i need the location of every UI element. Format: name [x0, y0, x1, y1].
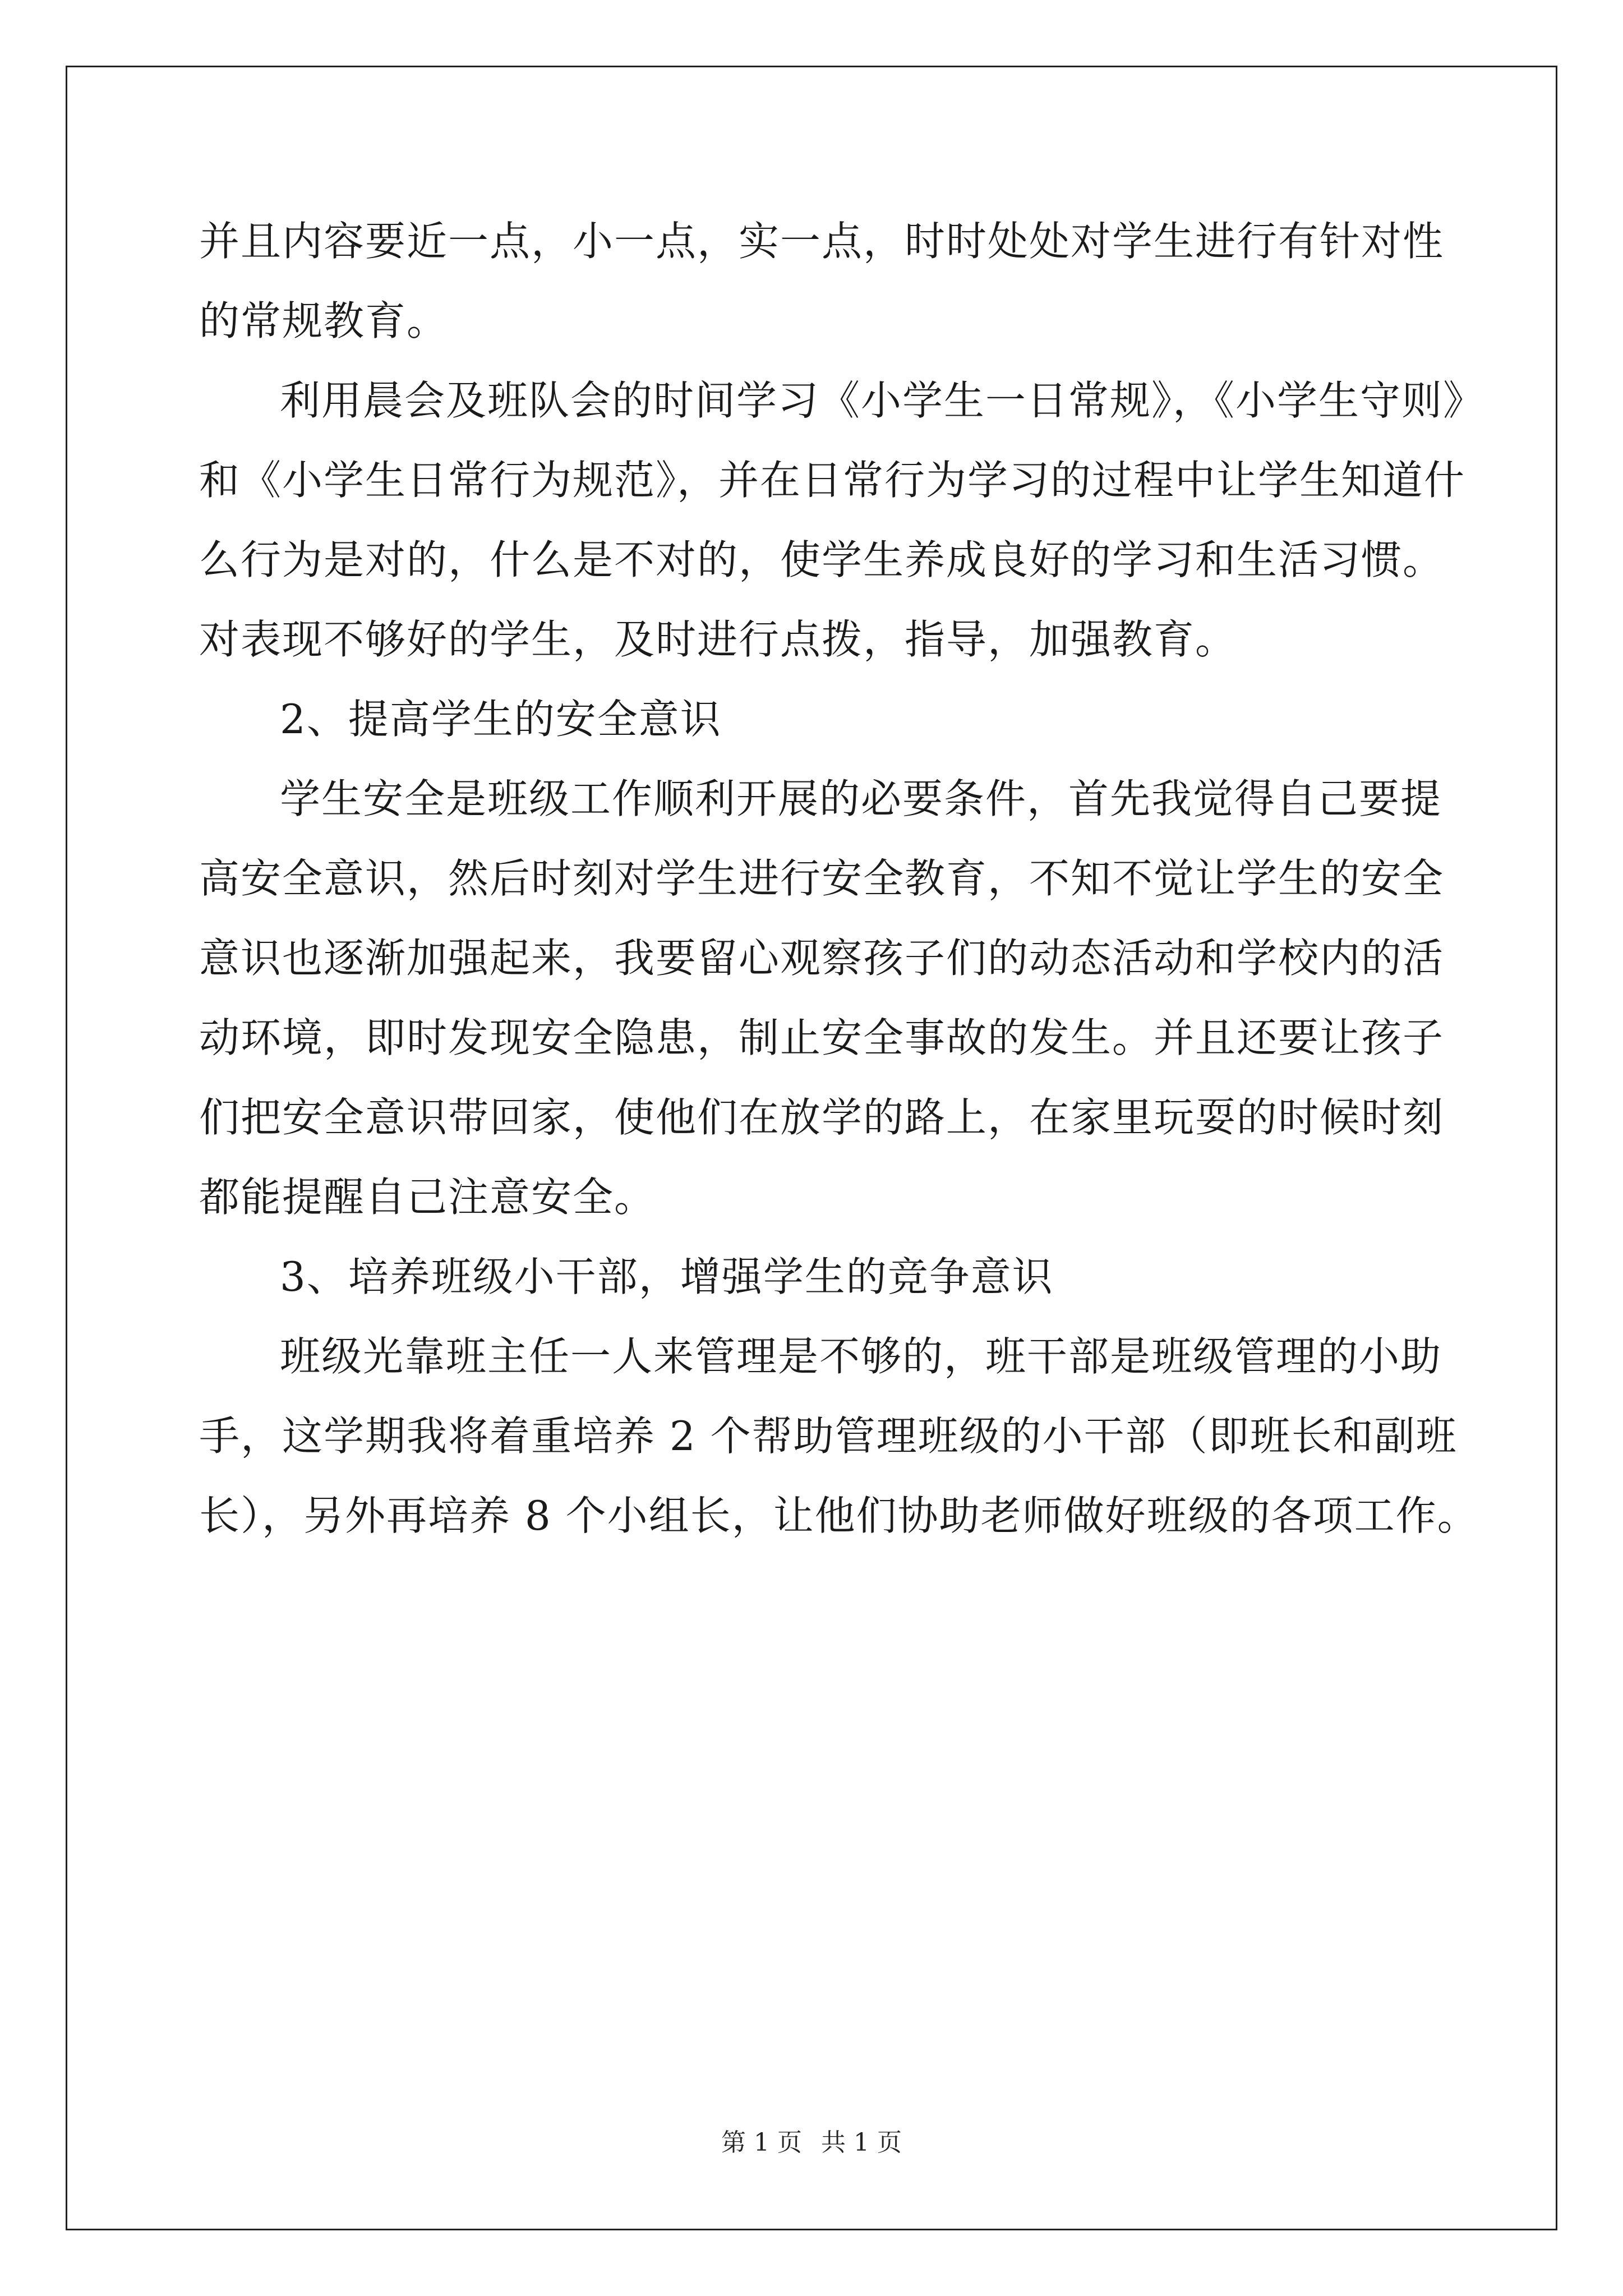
text-line: 高安全意识，然后时刻对学生进行安全教育，不知不觉让学生的安全	[199, 855, 1445, 902]
text-line: 的常规教育。	[199, 297, 449, 344]
section-heading: 2、提高学生的安全意识	[280, 696, 722, 743]
text-line: 手，这学期我将着重培养 2 个帮助管理班级的小干部（即班长和副班	[199, 1412, 1458, 1460]
text-line: 意识也逐渐加强起来，我要留心观察孩子们的动态活动和学校内的活	[199, 935, 1445, 982]
section-heading: 3、培养班级小干部，增强学生的竞争意识	[280, 1253, 1054, 1300]
page-number: 第 1 页	[721, 2128, 802, 2157]
text-line: 和《小学生日常行为规范》，并在日常行为学习的过程中让学生知道什	[199, 457, 1466, 504]
page-total: 共 1 页	[821, 2128, 902, 2157]
text-line: 么行为是对的，什么是不对的，使学生养成良好的学习和生活习惯。	[199, 536, 1445, 583]
text-line: 们把安全意识带回家，使他们在放学的路上，在家里玩耍的时候时刻	[199, 1094, 1445, 1141]
text-line: 都能提醒自己注意安全。	[199, 1174, 656, 1221]
document-body	[199, 213, 1485, 1544]
text-line: 对表现不够好的学生，及时进行点拨，指导，加强教育。	[199, 616, 1237, 663]
text-line: 动环境，即时发现安全隐患，制止安全事故的发生。并且还要让孩子	[199, 1014, 1445, 1061]
paragraph-start: 学生安全是班级工作顺利开展的必要条件，首先我觉得自己要提	[280, 775, 1442, 822]
paragraph-start: 班级光靠班主任一人来管理是不够的，班干部是班级管理的小助	[280, 1333, 1442, 1380]
text-line: 并且内容要近一点，小一点，实一点，时时处处对学生进行有针对性	[199, 218, 1445, 265]
paragraph-start: 利用晨会及班队会的时间学习《小学生一日常规》，《小学生守则》	[280, 377, 1485, 424]
page-footer	[0, 2126, 1623, 2160]
text-line: 长），另外再培养 8 个小组长，让他们协助老师做好班级的各项工作。	[199, 1492, 1479, 1539]
